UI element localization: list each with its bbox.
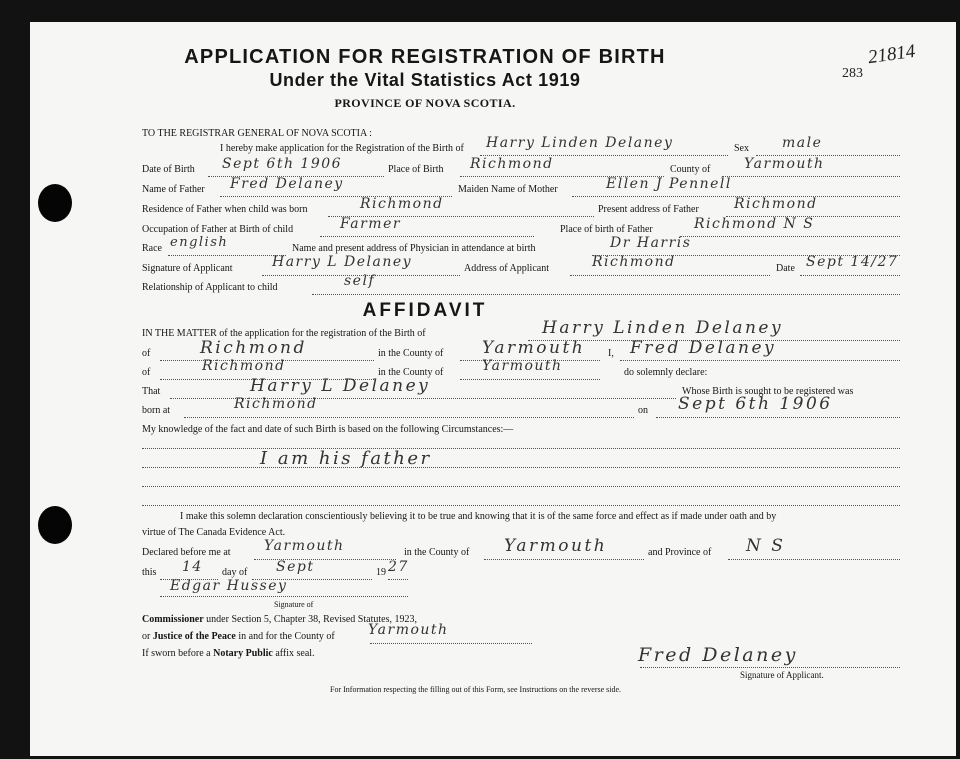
this-label: this <box>142 567 157 578</box>
father-birthplace-value: Richmond N S <box>694 216 815 232</box>
mother-label: Maiden Name of Mother <box>458 184 558 195</box>
child-name-value: Harry Linden Delaney <box>486 135 674 151</box>
notary-bold: Notary Public <box>213 648 273 659</box>
applicant-signature-affidavit: Fred Delaney <box>638 644 798 666</box>
father-label: Name of Father <box>142 184 205 195</box>
signature-of-label: Signature of <box>274 600 314 609</box>
signature-label: Signature of Applicant <box>142 263 233 274</box>
applicant-signature-label: Signature of Applicant. <box>740 670 824 680</box>
sex-value: male <box>782 135 823 151</box>
province-value: N S <box>746 536 786 556</box>
county-line <box>722 176 900 177</box>
justice-rest: in and for the County of <box>238 631 335 642</box>
of-label: of <box>142 348 151 359</box>
certificate-page <box>30 22 956 756</box>
declaration-line-2: virtue of The Canada Evidence Act. <box>142 527 286 538</box>
that-value: Harry L Delaney <box>250 376 431 396</box>
i-label: I, <box>608 348 614 359</box>
file-number-handwritten: 21814 <box>866 40 917 69</box>
day-of-label: day of <box>222 567 248 578</box>
occupation-value: Farmer <box>340 216 402 232</box>
year-value: 27 <box>388 559 409 575</box>
in-county-label: in the County of <box>378 348 444 359</box>
in-county2-value: Yarmouth <box>482 358 563 374</box>
of-value: Richmond <box>200 338 307 358</box>
notary-line <box>142 648 315 659</box>
of2-value: Richmond <box>202 358 286 374</box>
whose-birth-label: Whose Birth is sought to be registered was <box>682 386 854 397</box>
present-address-value: Richmond <box>734 196 818 212</box>
justice-bold: Justice of the Peace <box>152 631 236 642</box>
province-label: and Province of <box>648 547 712 558</box>
declared-county-value: Yarmouth <box>504 536 608 556</box>
declared-label: Declared before me at <box>142 547 231 558</box>
on-line <box>656 417 900 418</box>
circumstances-line-4 <box>142 505 900 506</box>
punch-hole-top <box>38 184 72 222</box>
occupation-line <box>320 236 534 237</box>
address-line <box>570 275 770 276</box>
residence-value: Richmond <box>360 196 444 212</box>
relationship-label: Relationship of Applicant to child <box>142 282 278 293</box>
mother-value: Ellen J Pennell <box>606 176 732 192</box>
footer-note: For Information respecting the filling out of this Form, see Instructions on the reverse side. <box>330 685 622 694</box>
punch-hole-bottom <box>38 506 72 544</box>
month-value: Sept <box>276 559 315 575</box>
declarant-value: Fred Delaney <box>630 338 777 358</box>
father-birthplace-label: Place of birth of Father <box>560 224 653 235</box>
declared-county-line <box>484 559 644 560</box>
commissioner-rest: under Section 5, Chapter 38, Revised Statutes, 1923, <box>206 614 417 625</box>
born-at-label: born at <box>142 405 171 416</box>
circumstances-value: I am his father <box>260 448 432 469</box>
father-value: Fred Delaney <box>230 176 344 192</box>
physician-label: Name and present address of Physician in attendance at birth <box>292 243 536 254</box>
notary-post: affix seal. <box>275 648 315 659</box>
applicant-signature-line <box>640 667 900 668</box>
residence-label: Residence of Father when child was born <box>142 204 308 215</box>
pob-label: Place of Birth <box>388 164 444 175</box>
occupation-label: Occupation of Father at Birth of child <box>142 224 294 235</box>
that-label: That <box>142 386 161 397</box>
date-value: Sept 14/27 <box>806 254 899 270</box>
commissioner-signature-value: Edgar Hussey <box>170 578 288 594</box>
day-value: 14 <box>182 559 203 575</box>
notary-pre: If sworn before a <box>142 648 211 659</box>
pob-value: Richmond <box>470 156 554 172</box>
province-line <box>728 559 900 560</box>
relationship-value: self <box>344 273 376 289</box>
year-prefix: 19 <box>376 567 386 578</box>
address-value: Richmond <box>592 254 676 270</box>
dob-value: Sept 6th 1906 <box>222 156 343 172</box>
physician-value: Dr Harris <box>610 235 692 251</box>
address-label: Address of Applicant <box>464 263 549 274</box>
applicant-signature-value: Harry L Delaney <box>272 254 413 270</box>
race-label: Race <box>142 243 162 254</box>
matter-label: IN THE MATTER of the application for the registration of the Birth of <box>142 328 426 339</box>
relationship-line <box>312 294 900 295</box>
circumstances-line-3 <box>142 486 900 487</box>
race-value: english <box>170 235 229 250</box>
affidavit-heading: AFFIDAVIT <box>362 300 488 321</box>
county-value: Yarmouth <box>744 156 825 172</box>
date-label: Date <box>776 263 795 274</box>
form-title: APPLICATION FOR REGISTRATION OF BIRTH <box>184 46 666 68</box>
declarant-line <box>620 360 900 361</box>
justice-county-value: Yarmouth <box>368 622 449 638</box>
year-line <box>388 579 408 580</box>
sex-label: Sex <box>734 143 749 154</box>
file-number-stamped: 283 <box>842 66 863 81</box>
born-at-value: Richmond <box>234 396 318 412</box>
knowledge-label: My knowledge of the fact and date of such Birth is based on the following Circumstances:— <box>142 424 514 435</box>
justice-county-line <box>370 643 532 644</box>
father-birthplace-line <box>680 236 900 237</box>
or-label: or <box>142 631 151 642</box>
justice-line <box>142 631 335 642</box>
declared-place-value: Yarmouth <box>264 538 345 554</box>
of2-label: of <box>142 367 151 378</box>
addressee-line: TO THE REGISTRAR GENERAL OF NOVA SCOTIA : <box>142 128 372 139</box>
county-label: County of <box>670 164 711 175</box>
in-county-value: Yarmouth <box>482 338 586 358</box>
in-county2-line <box>460 379 600 380</box>
circumstances-line-2 <box>142 467 900 468</box>
province-heading: PROVINCE OF NOVA SCOTIA. <box>334 96 516 110</box>
form-subtitle: Under the Vital Statistics Act 1919 <box>269 70 581 90</box>
circumstances-line-1 <box>142 448 900 449</box>
race-line <box>168 255 286 256</box>
declared-county-label: in the County of <box>404 547 470 558</box>
born-at-line <box>184 417 634 418</box>
on-value: Sept 6th 1906 <box>678 394 833 414</box>
on-label: on <box>638 405 648 416</box>
child-name-label: I hereby make application for the Registration of the Birth of <box>220 143 464 154</box>
declaration-line-1: I make this solemn declaration conscientiously believing it to be true and knowing that it is of the same force and effect as if made under oath and by <box>180 511 777 522</box>
commissioner-signature-line <box>160 596 408 597</box>
dob-label: Date of Birth <box>142 164 195 175</box>
present-address-label: Present address of Father <box>598 204 699 215</box>
in-county2-label: in the County of <box>378 367 444 378</box>
commissioner-bold: Commissioner <box>142 614 204 625</box>
date-line <box>800 275 900 276</box>
solemnly-label: do solemnly declare: <box>624 367 708 378</box>
matter-name-value: Harry Linden Delaney <box>542 318 784 338</box>
